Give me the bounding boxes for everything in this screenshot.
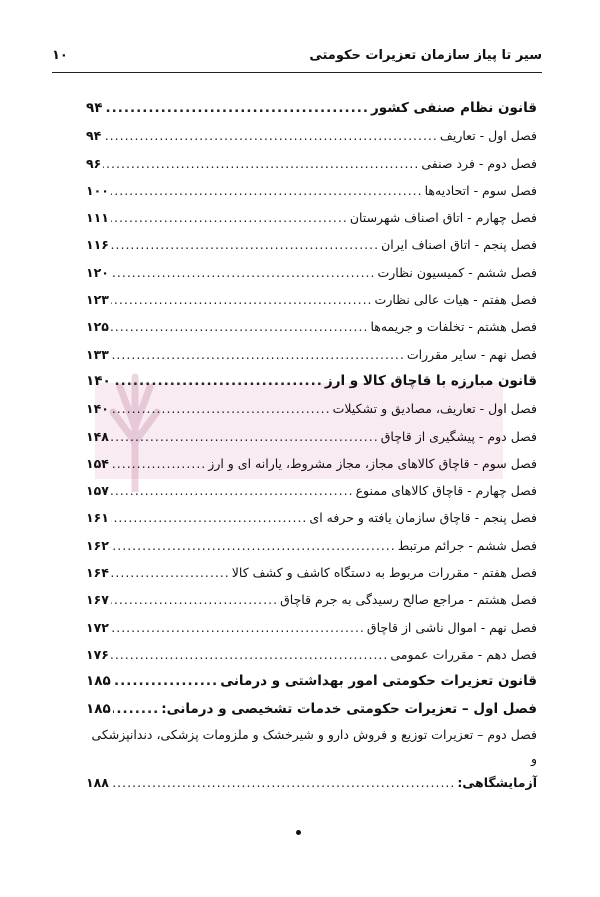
toc-entry-label: فصل اول - تعاریف: [439, 128, 537, 144]
toc-entry: [86, 341, 537, 368]
leader-dots: [111, 395, 331, 422]
toc-entry-page: ۱۰۰: [86, 182, 109, 198]
toc-entry-label: فصل ششم - جرائم مرتبط: [397, 537, 537, 553]
toc-entry: [86, 668, 537, 695]
leader-dots: [111, 559, 230, 586]
leader-dots: [111, 477, 354, 504]
page-number: ۱۰: [52, 48, 68, 63]
leader-dots: [111, 504, 308, 531]
toc-entry-label: فصل اول - تعاریف، مصادیق و تشکیلات: [332, 401, 537, 417]
toc-entry-page: ۱۷۶: [86, 646, 109, 662]
toc-entry: [86, 532, 537, 559]
toc-entry: [86, 477, 537, 504]
book-title: سیر تا پیاز سازمان تعزیرات حکومتی: [309, 48, 542, 63]
toc-entry-page: ۱۲۵: [86, 319, 109, 335]
toc-entry: [86, 259, 537, 286]
toc-entry-page: ۱۴۰: [86, 372, 111, 389]
leader-dots: [111, 204, 348, 231]
toc-entry-label: فصل دهم - مقررات عمومی: [390, 646, 537, 662]
toc-entry-page: ۱۷۲: [86, 619, 109, 635]
toc-entry: [86, 177, 537, 204]
toc-entry-label: فصل اول – تعزیرات حکومتی خدمات تشخیصی و درمانی:: [161, 700, 537, 717]
toc-entry-page: ۱۶۴: [86, 565, 109, 581]
toc-entry-page: ۹۶: [86, 155, 102, 171]
toc-entry-label: فصل سوم - قاچاق کالاهای مجاز، مجاز مشروط، یارانه ای و ارز: [208, 455, 537, 471]
toc-entry: [86, 504, 537, 531]
toc-entry: [86, 204, 537, 231]
leader-dots: [111, 532, 396, 559]
leader-dots: [111, 231, 379, 258]
toc-entry-page: ۱۱۶: [86, 237, 109, 253]
toc-entry: [86, 641, 537, 668]
toc-entry-page: ۱۵۴: [86, 455, 109, 471]
toc-entry-label: فصل هشتم - مراجع صالح رسیدگی به جرم قاچاق: [280, 592, 537, 608]
toc-entry-page: ۱۵۷: [86, 483, 109, 499]
toc-entry-label: فصل چهارم - قاچاق کالاهای ممنوع: [355, 483, 537, 499]
leader-dots: [104, 95, 369, 122]
toc-entry: [86, 586, 537, 613]
toc-entry-label: قانون تعزیرات حکومتی امور بهداشتی و درمانی: [220, 673, 537, 690]
toc-entry-page: ۱۸۵: [86, 673, 111, 690]
leader-dots: [113, 696, 160, 723]
toc-entry-page: ۱۳۳: [86, 346, 109, 362]
toc-entry: [86, 696, 537, 723]
leader-dots: [111, 341, 405, 368]
toc-entry: [86, 450, 537, 477]
toc-entry-label: فصل هفتم - مقررات مربوط به دستگاه کاشف و کشف کالا: [231, 565, 537, 581]
toc-entry-page: ۹۴: [86, 128, 102, 144]
toc-entry-label: فصل سوم - اتحادیه‌ها: [424, 182, 537, 198]
leader-dots: [111, 286, 373, 313]
leader-dots: [111, 313, 369, 340]
toc-entry: [86, 122, 537, 149]
toc-entry-label: فصل هفتم - هیات عالی نظارت: [374, 292, 537, 308]
toc-entry: [86, 559, 537, 586]
toc-entry-page: ۱۲۰: [86, 264, 109, 280]
toc-entry-page: ۹۴: [86, 100, 103, 116]
leader-dots: [111, 614, 365, 641]
toc-entry-label: فصل پنجم - قاچاق سازمان یافته و حرفه ای: [309, 510, 537, 526]
toc-entry-label: فصل نهم - سایر مقررات: [406, 346, 537, 362]
leader-dots: [111, 423, 379, 450]
table-of-contents: [86, 95, 537, 795]
toc-entry-page: ۱۶۱: [86, 510, 109, 526]
leader-dots: [111, 641, 388, 668]
toc-entry-label: قانون مبارزه با قاچاق کالا و ارز: [324, 372, 537, 389]
leader-dots: [113, 668, 218, 695]
toc-entry: [86, 150, 537, 177]
toc-entry-page: ۱۴۰: [86, 401, 109, 417]
toc-entry-label: فصل ششم - کمیسیون نظارت: [377, 264, 537, 280]
toc-entry-page: ۱۴۸: [86, 428, 109, 444]
leader-dots: [111, 586, 278, 613]
leader-dots: [103, 150, 419, 177]
leader-dots: [111, 259, 376, 286]
toc-entry-label: فصل نهم - اموال ناشی از قاچاق: [366, 619, 537, 635]
toc-entry: [86, 423, 537, 450]
toc-entry-label: قانون نظام صنفی کشور: [370, 100, 537, 116]
toc-entry: [86, 286, 537, 313]
toc-entry-page: ۱۸۸: [86, 774, 109, 790]
toc-entry-wrapped: [86, 723, 537, 795]
toc-entry-label-line1: فصل دوم – تعزیرات توزیع و فروش دارو و شیرخشک و ملزومات پزشکی، دندانپزشکی و: [91, 726, 537, 766]
toc-entry: [86, 95, 537, 122]
toc-entry-label: فصل چهارم - اتاق اصناف شهرستان: [349, 210, 537, 226]
leader-dots: [111, 177, 423, 204]
leader-dots: [111, 450, 206, 477]
page-header: [52, 42, 542, 73]
toc-entry-page: ۱۶۷: [86, 592, 109, 608]
toc-entry-label: فصل هشتم - تخلفات و جریمه‌ها: [370, 319, 537, 335]
toc-entry: [86, 313, 537, 340]
leader-dots: [111, 771, 456, 795]
toc-entry-page: ۱۸۵: [86, 700, 111, 717]
toc-entry: [86, 231, 537, 258]
toc-entry: [86, 614, 537, 641]
toc-entry-label: فصل پنجم - اتاق اصناف ایران: [381, 237, 537, 253]
footer-dot: [296, 830, 301, 835]
toc-entry-label: فصل دوم - فرد صنفی: [421, 155, 537, 171]
toc-entry: [86, 395, 537, 422]
toc-entry-page: ۱۲۳: [86, 292, 109, 308]
leader-dots: [103, 122, 438, 149]
toc-entry-page: ۱۱۱: [86, 210, 109, 226]
toc-entry: [86, 368, 537, 395]
toc-entry-label-line2: آزمایشگاهی:: [457, 774, 537, 790]
leader-dots: [113, 368, 323, 395]
toc-entry-page: ۱۶۲: [86, 537, 109, 553]
toc-entry-line2: [86, 771, 537, 795]
toc-entry-label: فصل دوم - پیشگیری از قاچاق: [380, 428, 537, 444]
